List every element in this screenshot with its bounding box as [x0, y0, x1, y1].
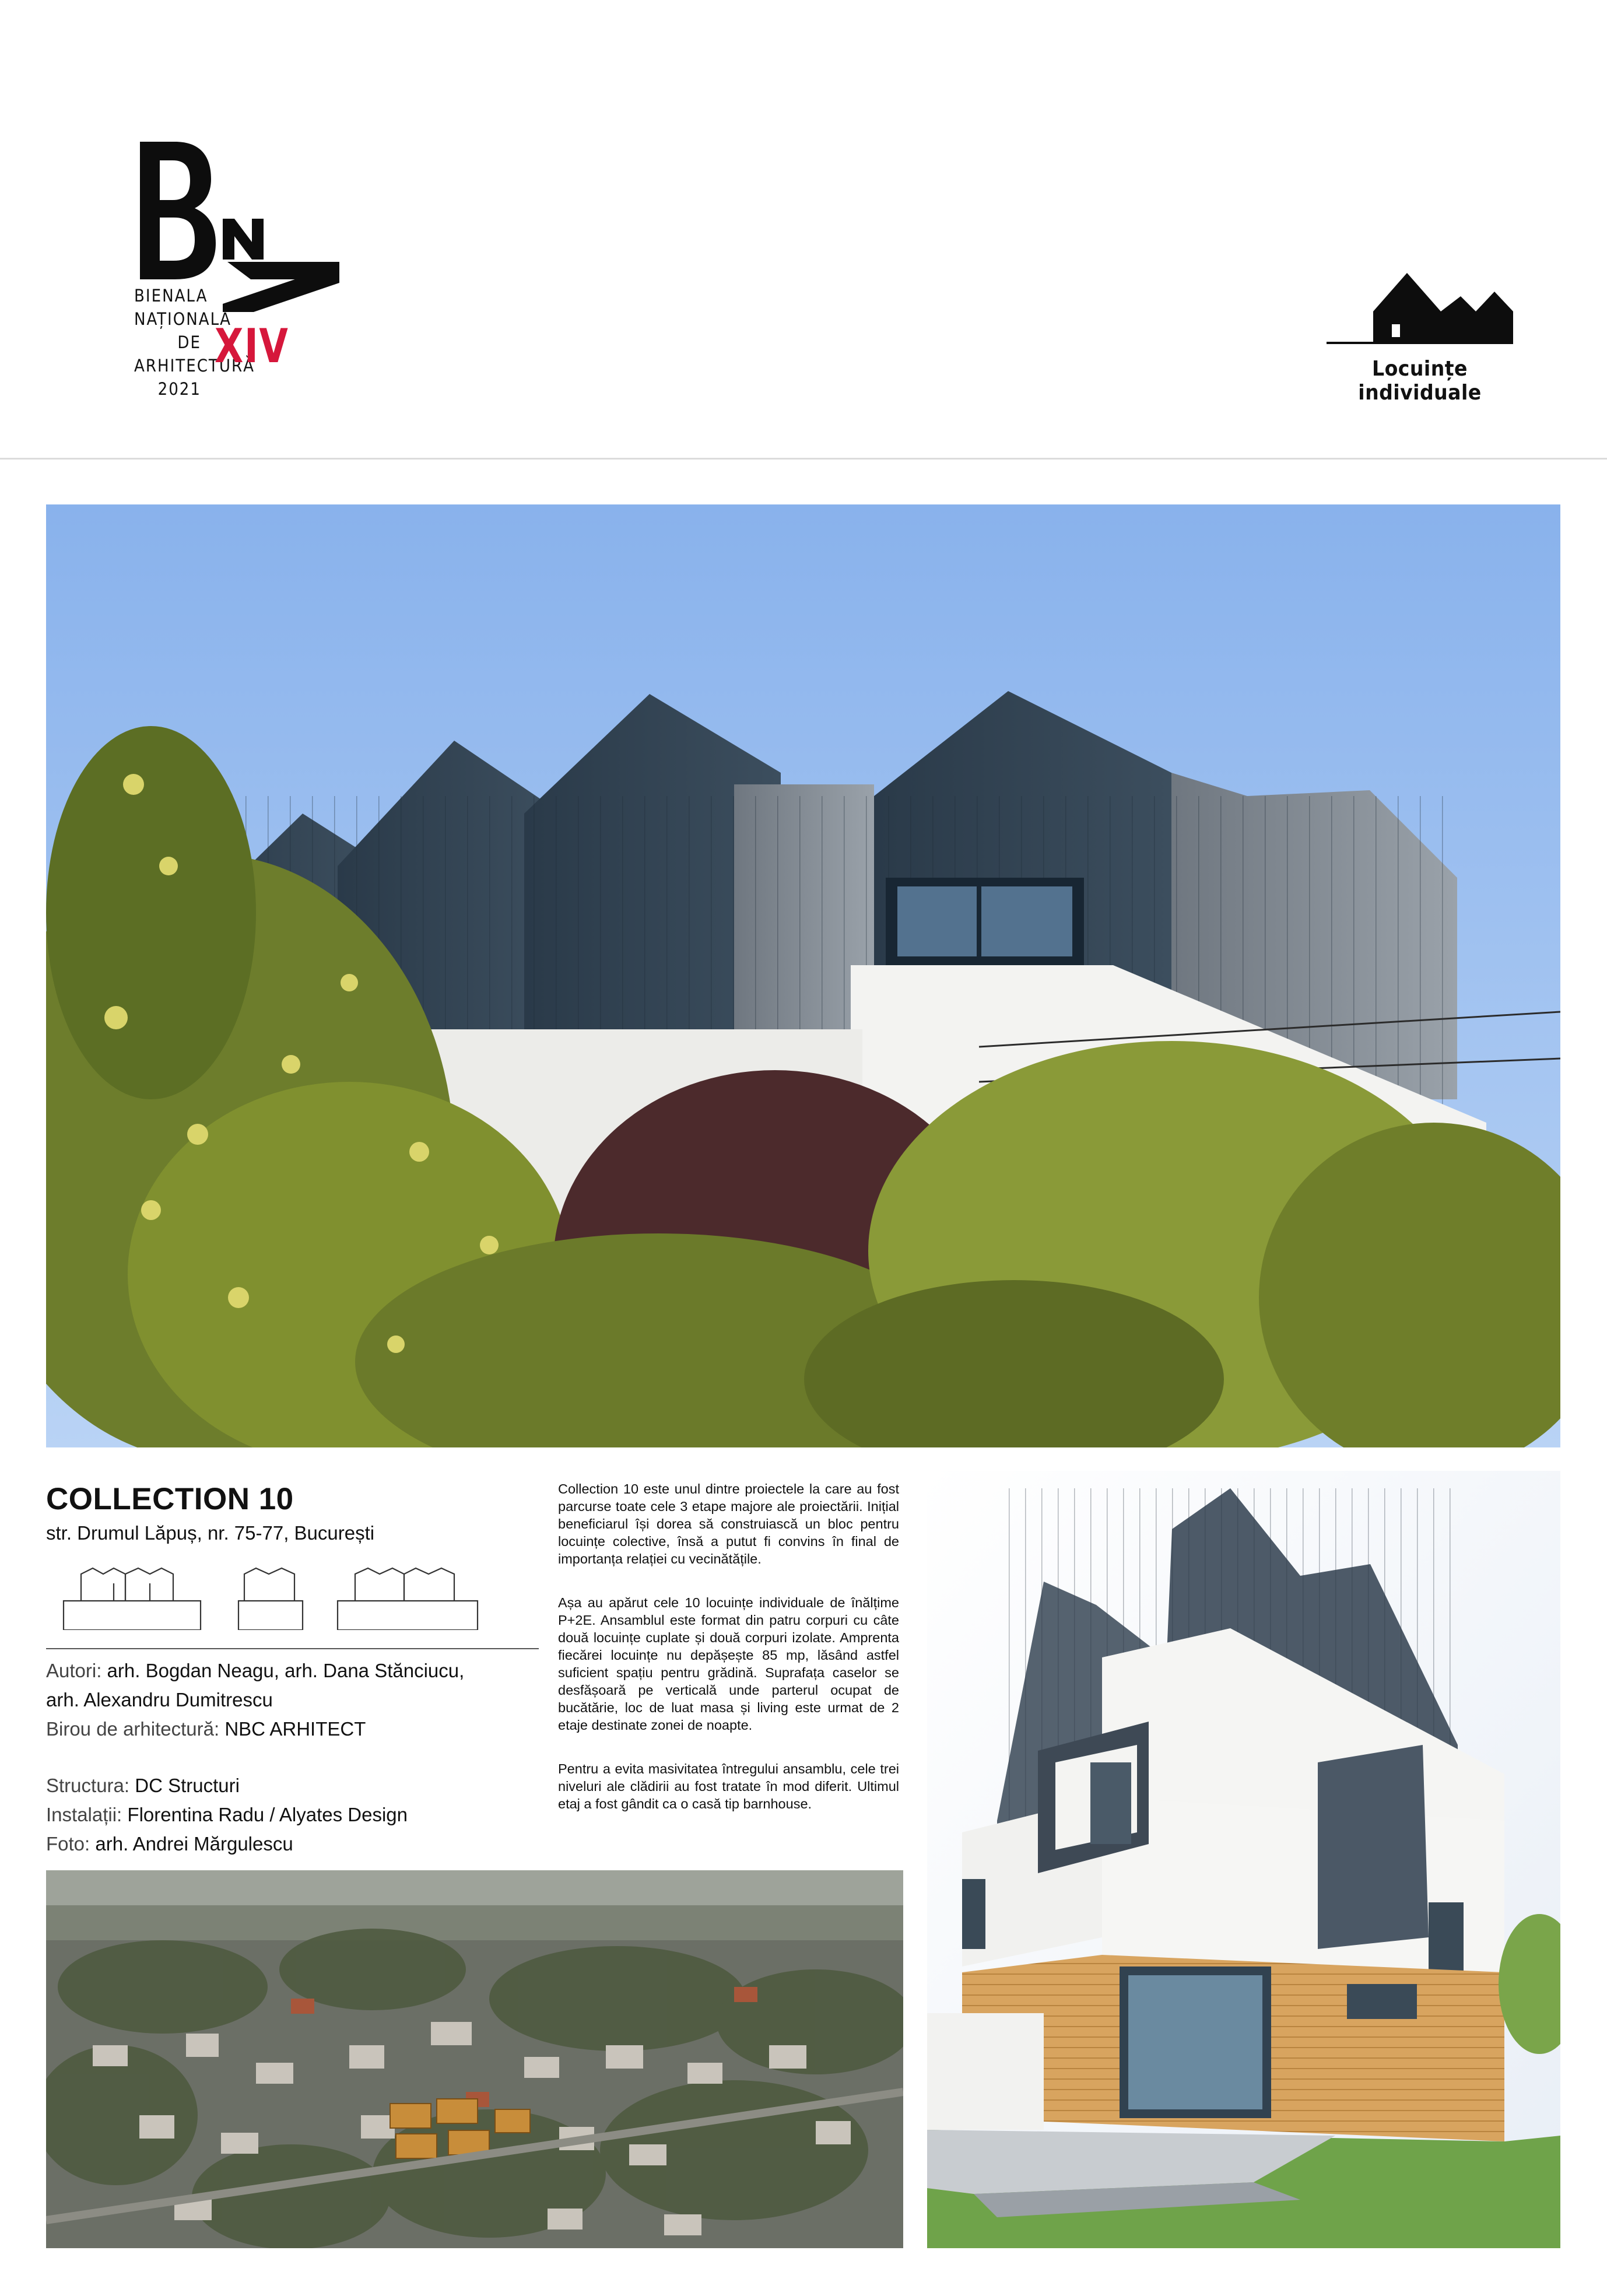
credit-key: Foto: [46, 1833, 96, 1855]
edition-number: XIV [215, 319, 289, 373]
credits-divider [46, 1648, 539, 1649]
project-description [558, 1480, 899, 1839]
credit-photo [46, 1829, 293, 1859]
credit-value: arh. Andrei Mărgulescu [95, 1833, 293, 1855]
hero-photo [46, 504, 1560, 1447]
hero-photo-illustration [46, 504, 1560, 1447]
bna-logo [134, 137, 350, 411]
description-paragraph-1: Collection 10 este unul dintre proiectele la care au fost parcurse toate cele 3 etape majore ale proiectării. Inițial beneficiarul își dorea să construiască un bloc pentru locuințe colective, însă a putut fi convins în final de importanța relației cu vecinătățile. [558, 1481, 899, 1566]
credit-structure [46, 1771, 240, 1800]
description-paragraph-2: Așa au apărut cele 10 locuințe individuale de înălțime P+2E. Ansamblul este format din patru corpuri cu câte două locuințe cuplate și două corpuri izolate. Amprenta fiecărei locuințe nu depășește 85 mp, lăsând astfel suficient spațiu pentru grădină. Suprafața caselor se desfășoară pe verticală unde parterul ocupat de bucătărie, loc de luat masa și living este urmat de 2 etaje destinate zonei de noapte. [558, 1595, 899, 1733]
category-label: Locuințe individuale [1358, 357, 1482, 405]
side-photo [927, 1471, 1560, 2248]
aerial-photo [46, 1870, 903, 2248]
credit-installations [46, 1800, 408, 1829]
credit-key: Instalații: [46, 1804, 128, 1825]
bna-line-4: ARHITECTURĂ [134, 356, 255, 376]
floor-plan-diagrams [58, 1566, 489, 1630]
bna-line-3: DE [177, 332, 201, 352]
description-paragraph-3: Pentru a evita masivitatea întregului ansamblu, cele trei niveluri ale clădirii au fost tratate în mod diferit. Ultimul etaj a fost gândit ca o casă tip barnhouse. [558, 1761, 899, 1811]
credit-value: Florentina Radu / Alyates Design [127, 1804, 408, 1825]
credit-value: arh. Bogdan Neagu, arh. Dana Stănciucu, [107, 1660, 465, 1681]
credit-authors [46, 1656, 464, 1685]
aerial-photo-illustration [46, 1870, 903, 2248]
credit-key: Structura: [46, 1775, 135, 1796]
project-address: str. Drumul Lăpuș, nr. 75-77, București [46, 1522, 375, 1544]
bna-line-2: NAȚIONALĂ [134, 309, 231, 329]
credit-key: Birou de arhitectură: [46, 1718, 225, 1740]
credit-office [46, 1715, 366, 1744]
credit-authors-cont [46, 1685, 273, 1715]
credit-key: Autori: [46, 1660, 107, 1681]
bna-line-1: BIENALA [134, 286, 208, 306]
credit-value: NBC ARHITECT [224, 1718, 366, 1740]
credit-value: DC Structuri [135, 1775, 240, 1796]
category-badge [1321, 269, 1519, 405]
credit-value: arh. Alexandru Dumitrescu [46, 1689, 273, 1710]
houses-silhouette-icon [1321, 269, 1519, 345]
bna-line-5: 2021 [157, 379, 201, 399]
project-title: COLLECTION 10 [46, 1482, 294, 1516]
side-photo-illustration [927, 1471, 1560, 2248]
header-divider [0, 458, 1607, 460]
